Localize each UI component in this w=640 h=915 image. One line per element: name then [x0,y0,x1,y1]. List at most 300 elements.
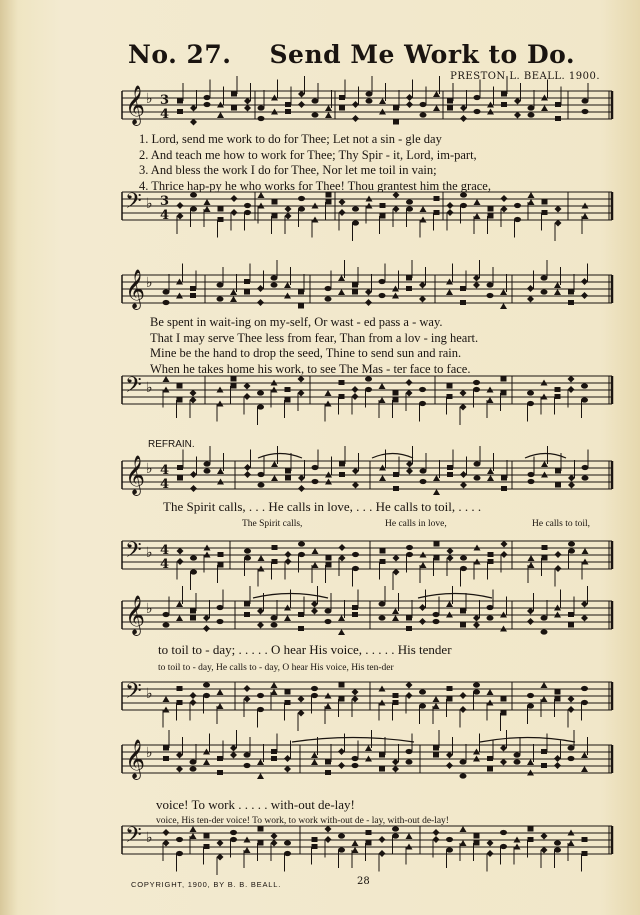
note-head [541,615,548,620]
note-head [379,98,386,104]
note-head [514,752,521,757]
note-head [271,682,278,688]
page-number: 28 [357,876,370,887]
note-head [528,837,534,842]
note-head [352,763,359,768]
key-signature-flat: ♭ [146,830,153,846]
note-head [339,697,345,702]
note-head [339,544,346,551]
note-head [365,745,372,751]
note-head [393,700,399,705]
note-head [406,276,412,281]
note-head [285,102,291,107]
note-head [325,286,332,291]
note-head [339,380,345,385]
note-head [177,398,183,403]
note-head [311,608,318,615]
note-head [501,92,507,97]
note-head [393,391,399,396]
note-head [474,95,481,100]
note-head [406,682,413,689]
note-head [487,282,494,287]
note-head [582,213,589,219]
note-head [419,387,426,392]
note-head [163,622,170,627]
note-head [447,209,454,216]
note-head [555,551,562,558]
note-head [420,112,427,117]
treble-clef: 𝄞 [125,455,146,495]
note-head [568,300,574,305]
note-head [177,99,183,104]
note-head [325,390,332,396]
note-head [339,95,345,100]
note-head [568,612,574,617]
note-head [527,285,534,292]
tie-arc [525,454,566,459]
note-head [433,696,440,702]
note-head [284,840,291,845]
note-head [217,282,224,287]
note-head [568,386,575,393]
time-signature-top: 4 [160,463,170,478]
note-head [460,404,467,411]
note-head [406,692,413,699]
note-head [460,300,466,305]
note-head [406,749,413,754]
note-head [298,485,305,492]
note-head [555,116,561,121]
note-head [528,472,535,477]
note-head [500,303,507,309]
refrain-label: REFRAIN. [148,439,195,450]
note-head [285,690,291,695]
refrain-line2-soprano: to toil to - day; . . . . . O hear His voice, . . . . . His tender [158,642,452,657]
note-head [271,689,278,695]
note-head [582,837,588,842]
note-head [446,837,453,842]
note-head [393,569,400,576]
note-head [447,697,453,702]
note-head [190,471,197,478]
note-head [434,210,440,215]
note-head [177,109,183,114]
system1-verses [139,132,491,194]
note-head [581,752,588,758]
note-head [163,612,170,617]
note-head [568,745,575,750]
note-head [271,833,278,840]
note-head [190,766,197,771]
note-head [231,377,237,382]
note-head [244,464,251,471]
note-head [352,696,359,703]
note-head [433,836,440,843]
note-head [244,210,251,215]
note-head [271,461,278,467]
note-head [258,827,264,832]
note-head [244,548,251,553]
note-head [257,622,264,629]
note-head [541,629,548,634]
note-head [311,693,318,698]
note-head [352,756,359,761]
note-head [582,109,589,114]
note-head [581,686,588,691]
note-head [501,206,508,213]
note-head [204,95,211,100]
note-head [163,696,170,702]
note-head [406,545,413,550]
note-head [204,468,211,473]
note-head [487,850,494,857]
note-head [204,206,211,212]
note-head [230,296,237,302]
note-head [271,840,278,847]
note-head [379,383,386,389]
note-head [298,475,305,482]
note-head [581,601,588,608]
note-head [541,289,548,294]
note-head [393,206,400,213]
note-head [393,398,399,403]
note-head [487,615,494,620]
note-head [473,622,480,629]
note-head [419,604,426,611]
note-head [338,847,345,852]
verse-line-3: Mine be the hand to drop the seed, Thine to send sun and rain. [150,346,462,360]
note-head [487,756,493,761]
note-head [581,292,588,299]
note-head [366,91,373,96]
note-head [393,555,400,562]
note-head [230,289,237,295]
key-signature-flat: ♭ [146,91,153,107]
note-head [555,565,562,572]
note-head [447,394,453,399]
note-head [218,563,224,568]
note-head [460,773,467,778]
note-head [312,479,319,484]
note-head [204,461,211,466]
tie-arc [372,454,413,459]
note-head [379,601,386,606]
note-head [568,756,575,761]
note-head [257,773,264,779]
note-head [433,489,440,495]
note-head [190,826,197,832]
note-head [474,199,481,205]
note-head [406,101,413,108]
note-head [298,304,304,309]
note-head [541,833,548,840]
note-head [271,282,278,287]
note-head [190,555,197,560]
note-head [406,461,413,468]
note-head [582,98,589,103]
note-head [257,285,264,292]
note-head [244,105,251,112]
note-head [365,387,372,392]
note-head [568,290,574,295]
note-head [177,384,183,389]
note-head [177,476,183,481]
note-head [541,105,548,111]
note-head [501,697,507,702]
note-head [176,837,183,842]
note-head [203,693,210,698]
note-head [272,200,278,205]
note-head [177,700,183,705]
note-head [379,397,386,403]
note-head [380,214,386,219]
note-head [460,203,467,208]
note-head [379,615,386,620]
note-head [204,102,211,107]
key-signature-flat: ♭ [146,380,153,396]
note-head [284,851,291,856]
note-head [163,840,170,847]
verse-line-3: 3. And bless the work I do for Thee, Nor let me toil in vain; [139,163,437,177]
note-head [325,826,332,833]
note-head [581,766,588,772]
note-head [352,566,359,571]
time-signature-top: 3 [160,194,170,209]
note-head [312,98,319,103]
bass-clef: 𝄢 [125,823,142,853]
note-head [447,384,453,389]
note-head [177,686,183,691]
refrain-line1-bass-2: He calls in love, [385,519,447,529]
note-head [379,836,386,843]
note-head [434,196,440,201]
note-head [528,555,535,561]
note-head [460,840,467,846]
note-head [176,615,183,621]
note-head [190,119,197,126]
note-head [163,756,169,761]
note-head [406,199,413,204]
note-head [555,394,561,399]
note-head [555,697,561,702]
note-head [352,468,359,475]
note-head [244,602,250,607]
note-head [487,840,494,847]
note-head [406,206,413,211]
note-head [487,468,494,474]
note-head [406,390,413,397]
note-head [298,101,305,108]
note-head [473,282,480,289]
note-head [325,296,332,301]
note-head [244,279,250,284]
note-head [501,102,507,107]
note-head [501,711,507,716]
note-head [500,289,507,295]
note-head [311,759,318,765]
note-head [190,609,196,614]
note-head [298,626,304,631]
note-head [474,834,480,839]
note-head [460,471,467,478]
note-head [420,479,427,484]
time-signature-top: 4 [160,543,170,558]
verse-line-2: 2. And teach me how to work for Thee; Thy Spir - it, Lord, im-part, [139,147,477,162]
note-head [406,468,413,475]
note-head [514,98,521,105]
note-head [541,461,548,467]
note-head [501,377,507,382]
note-head [365,299,372,306]
note-head [419,618,426,625]
note-head [568,482,575,489]
note-head [325,703,332,709]
note-head [460,692,467,699]
note-head [230,837,237,842]
refrain-line1-bass-3: He calls to toil, [532,519,591,529]
note-head [244,763,251,768]
note-head [527,618,534,625]
note-head [257,299,264,306]
note-head [419,689,426,694]
note-head [163,746,169,751]
note-head [542,556,548,561]
note-head [163,829,170,836]
note-head [244,685,251,692]
note-head [582,851,588,856]
note-head [190,569,197,574]
note-head [338,629,345,635]
note-head [528,479,535,484]
note-head [460,623,466,628]
note-head [204,844,210,849]
time-signature-bottom: 4 [160,477,170,492]
note-head [555,469,561,474]
note-head [217,840,224,847]
note-head [380,559,386,564]
note-head [554,762,561,769]
note-head [541,275,548,280]
note-head [272,559,278,564]
note-head [271,749,277,754]
verse-line-1: 1. Lord, send me work to do for Thee; Let not a sin - gle day [139,132,442,146]
note-head [271,622,278,627]
note-head [487,475,494,481]
note-head [528,562,535,568]
note-head [419,703,426,708]
note-head [379,475,386,481]
note-head [528,112,535,117]
note-head [528,105,535,110]
note-head [257,390,264,395]
verse-line-4: When he takes home his work, to see The Mas - ter face to face. [150,361,471,376]
note-head [433,753,439,758]
key-signature-flat: ♭ [146,686,153,702]
note-head [581,397,588,402]
note-head [554,840,561,845]
note-head [379,767,385,772]
note-head [312,562,319,568]
note-head [447,472,453,477]
note-head [190,692,197,699]
note-head [244,98,251,105]
note-head [177,548,184,555]
note-head [352,101,359,108]
note-head [312,465,319,470]
note-head [326,556,332,561]
note-head [460,105,467,112]
note-head [217,689,224,695]
note-head [338,289,345,295]
note-head [339,394,345,399]
note-head [380,203,386,208]
note-head [568,696,575,703]
note-head [338,615,345,621]
note-head [284,615,291,621]
note-head [218,207,224,212]
note-head [568,840,575,846]
note-head [190,485,197,492]
note-head [554,847,561,852]
note-head [473,615,480,622]
bass-clef: 𝄢 [125,189,142,219]
note-head [352,283,358,288]
note-head [555,206,562,213]
note-head [434,542,440,547]
refrain-line1-soprano: The Spirit calls, . . . He calls in love, . . . He calls to toil, . . . . [163,499,482,514]
note-head [244,696,251,703]
note-head [217,619,224,624]
note-head [163,289,170,294]
note-head [231,92,237,97]
note-head [542,210,548,215]
note-head [312,844,318,849]
note-head [473,682,480,687]
note-head [326,563,332,568]
note-head [298,541,305,546]
note-head [258,841,264,846]
note-head [339,555,346,562]
note-head [554,755,561,762]
note-head [366,98,373,103]
note-head [312,112,319,117]
note-head [501,541,508,548]
note-head [231,384,237,389]
note-head [176,752,183,759]
note-head [501,551,508,558]
note-head [285,476,291,481]
note-head [271,475,278,481]
note-head [244,555,251,560]
note-head [257,404,264,409]
note-head [325,836,332,843]
note-head [447,465,453,470]
note-head [446,762,453,769]
note-head [419,296,426,303]
note-head [528,199,535,205]
key-signature-flat: ♭ [146,196,153,212]
note-head [568,475,575,482]
note-head [527,759,534,765]
verse-line-4: 4. Thrice hap-py he who works for Thee! Thou grantest him the grace, [139,178,491,193]
note-head [514,203,521,208]
note-head [258,472,265,477]
key-signature-flat: ♭ [146,461,153,477]
note-head [163,300,170,305]
note-head [284,755,291,762]
note-head [500,844,507,849]
note-head [217,112,224,118]
